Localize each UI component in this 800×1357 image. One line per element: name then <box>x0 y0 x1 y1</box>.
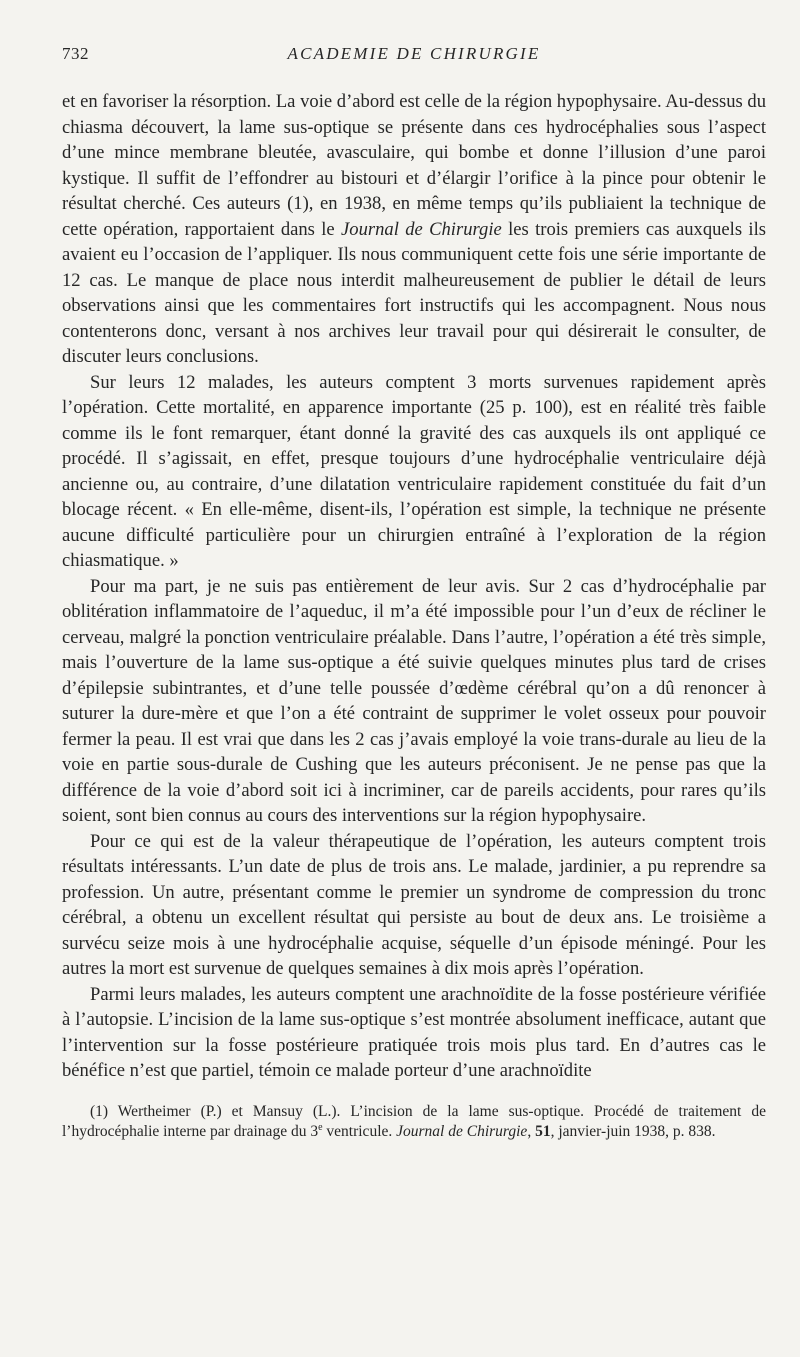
paragraph-2: Sur leurs 12 malades, les auteurs comptent 3 morts survenues rapidement après l’opération. Cette mortalité, en apparence importante (25 p. 100), est en réalité très faible comme ils le font remarquer, étant donné la gravité des cas auxquels ils ont appliqué ce procédé. Il s’agissait, en effet, presque toujours d’une hydrocéphalie ventriculaire déjà ancienne ou, au contraire, d’une dilatation ventriculaire rapidement constituée du fait d’un blocage récent. « En elle-même, disent-ils, l’opération est simple, la technique ne présente aucune difficulté particulière pour un chirurgien entraîné à l’exploration de la région chiasmatique. » <box>62 371 766 571</box>
footnote <box>62 1102 766 1142</box>
paragraph-1 <box>62 89 766 370</box>
body-text <box>62 89 766 1084</box>
footnote-reference: (1) Wertheimer (P.) et Mansuy (L.). L’incision de la lame sus-optique. Procédé de traitement de l’hydrocéphalie interne par drainage du 3 <box>62 1102 766 1140</box>
page-number: 732 <box>62 44 89 63</box>
paragraph-1-continuation: les trois premiers cas auxquels ils avaient eu l’occasion de l’appliquer. Ils nous communiquent cette fois une série importante de 12 cas. Le manque de place nous interdit malheureusement de publier le détail de leurs observations ainsi que les commentaires fort instructifs qui les accompagnent. Nous nous contenterons donc, versant à nos archives leur travail pour qui désirerait le consulter, de discuter leurs conclusions. <box>62 218 766 367</box>
footnote-text <box>62 1102 766 1142</box>
paragraph-5: Parmi leurs malades, les auteurs comptent une arachnoïdite de la fosse postérieure vérifiée à l’autopsie. L’incision de la lame sus-optique s’est montrée absolument inefficace, autant que l’intervention sur la fosse postérieure pratiquée trois mois plus tard. En d’autres cas le bénéfice n’est que partiel, témoin ce malade porteur d’une arachnoïdite <box>62 983 766 1081</box>
footnote-superscript: e <box>318 1121 323 1133</box>
running-title: ACADEMIE DE CHIRURGIE <box>287 44 541 63</box>
page-header <box>62 38 766 68</box>
footnote-comma: , <box>527 1122 536 1140</box>
footnote-end: , janvier-juin 1938, p. 838. <box>550 1122 716 1140</box>
paragraph-3: Pour ma part, je ne suis pas entièrement de leur avis. Sur 2 cas d’hydrocéphalie par oblitération inflammatoire de l’aqueduc, il m’a été impossible pour l’un d’eux de récliner le cerveau, malgré la ponction ventriculaire préalable. Dans l’autre, l’opération a été très simple, mais l’ouverture de la lame sus-optique a été suivie quelques minutes plus tard de crises d’épilepsie subintrantes, et d’une telle poussée d’œdème cérébral qu’on a dû renoncer à suturer la dure-mère et que l’on a été contraint de supprimer le volet osseux pour pouvoir fermer la peau. Il est vrai que dans les 2 cas j’avais employé la voie trans-durale au lieu de la voie en partie sous-durale de Cushing que les auteurs préconisent. Je ne pense pas que la différence de la voie d’abord soit ici à incriminer, car de pareils accidents, pour rares qu’ils soient, sont bien connus au cours des interventions sur la région hypophysaire. <box>62 575 766 826</box>
footnote-journal: Journal de Chirurgie <box>396 1122 528 1140</box>
paragraph-1-text: et en favoriser la résorption. La voie d’abord est celle de la région hypophysaire. Au-dessus du chiasma découvert, la lame sus-optique se présente dans ces hydrocéphalies sous l’aspect d’une mince membrane bleutée, avasculaire, qui bombe et donne l’illusion d’une paroi kystique. Il suffit de l’effondrer au bistouri et d’élargir l’orifice à la pince pour obtenir le résultat cherché. Ces auteurs (1), en 1938, en même temps qu’ils publiaient la technique de cette opération, rapportaient dans le <box>62 91 766 240</box>
document-page <box>62 38 766 1142</box>
paragraph-4: Pour ce qui est de la valeur thérapeutique de l’opération, les auteurs comptent trois résultats intéressants. L’un date de plus de trois ans. Le malade, jardinier, a pu reprendre sa profession. Un autre, présentant comme le premier un syndrome de compression du tronc cérébral, a obtenu un excellent résultat qui persiste au bout de deux ans. Le troisième a survécu seize mois à une hydrocéphalie acquise, séquelle d’un épisode méningé. Pour les autres la mort est survenue de quelques semaines à dix mois après l’opération. <box>62 830 766 979</box>
journal-title: Journal de Chirurgie <box>341 218 502 240</box>
footnote-volume: 51 <box>535 1122 551 1140</box>
footnote-mid: ventricule. <box>322 1122 397 1140</box>
